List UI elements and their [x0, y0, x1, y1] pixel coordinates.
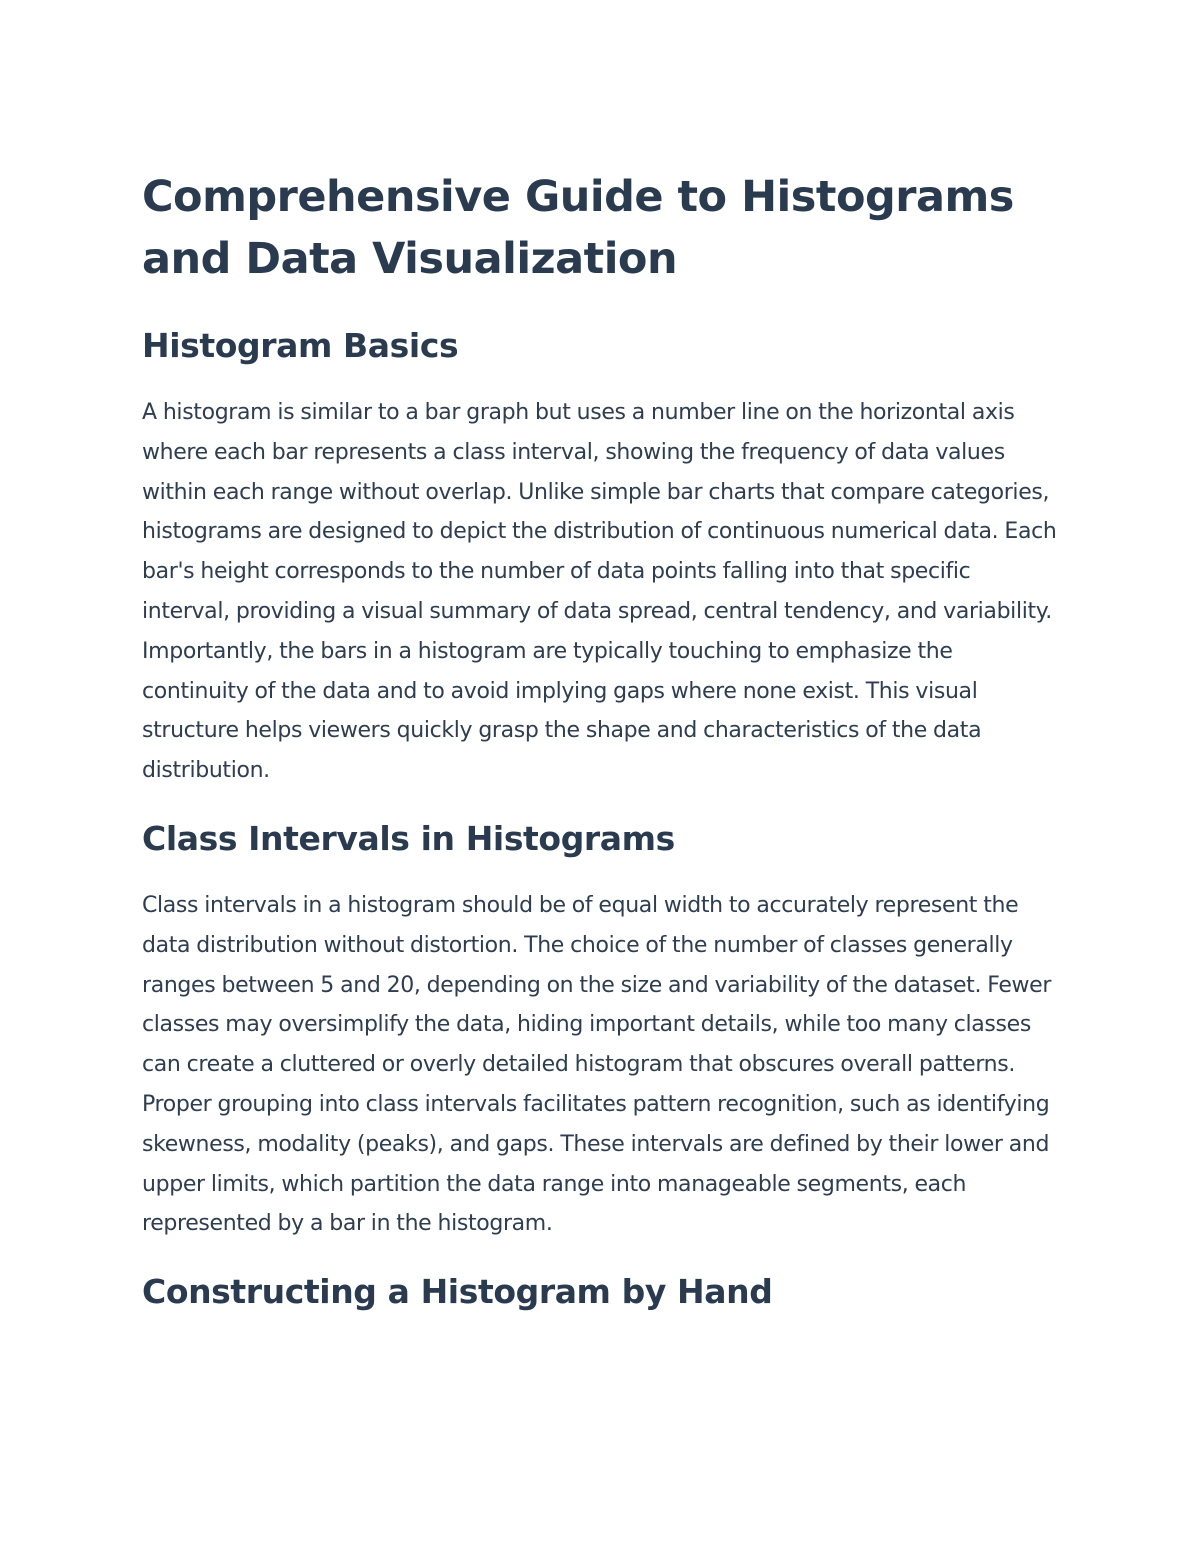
- document-page: [142, 166, 1062, 1314]
- section-heading-class-intervals: Class Intervals in Histograms: [142, 818, 675, 858]
- section-body-histogram-basics: A histogram is similar to a bar graph but uses a number line on the horizontal axis where each bar represents a class interval, showing the frequency of data values within each range without overlap. Unlike simple bar charts that compare categories, histograms are designed to depict the distribution of continuous numerical data. Each bar's height corresponds to the number of data points falling into that specific interval, providing a visual summary of data spread, central tendency, and variability. Importantly, the bars in a histogram are typically touching to emphasize the continuity of the data and to avoid implying gaps where none exist. This visual structure helps viewers quickly grasp the shape and characteristics of the data distribution.: [142, 400, 1057, 784]
- section-heading-histogram-basics: Histogram Basics: [142, 326, 459, 365]
- section-heading-constructing-histogram: Constructing a Histogram by Hand: [142, 1272, 773, 1312]
- document-title: Comprehensive Guide to Histograms and Data Visualization: [142, 172, 1014, 284]
- section-body-class-intervals: Class intervals in a histogram should be of equal width to accurately represent the data distribution without distortion. The choice of the number of classes generally ranges between 5 and 20, depending on the size and variability of the dataset. Fewer classes may oversimplify the data, hiding important details, while too many classes can create a cluttered or overly detailed histogram that obscures overall patterns. Proper grouping into class intervals facilitates pattern recognition, such as identifying skewness, modality (peaks), and gaps. These intervals are defined by their lower and upper limits, which partition the data range into manageable segments, each represented by a bar in the histogram.: [142, 892, 1052, 1237]
